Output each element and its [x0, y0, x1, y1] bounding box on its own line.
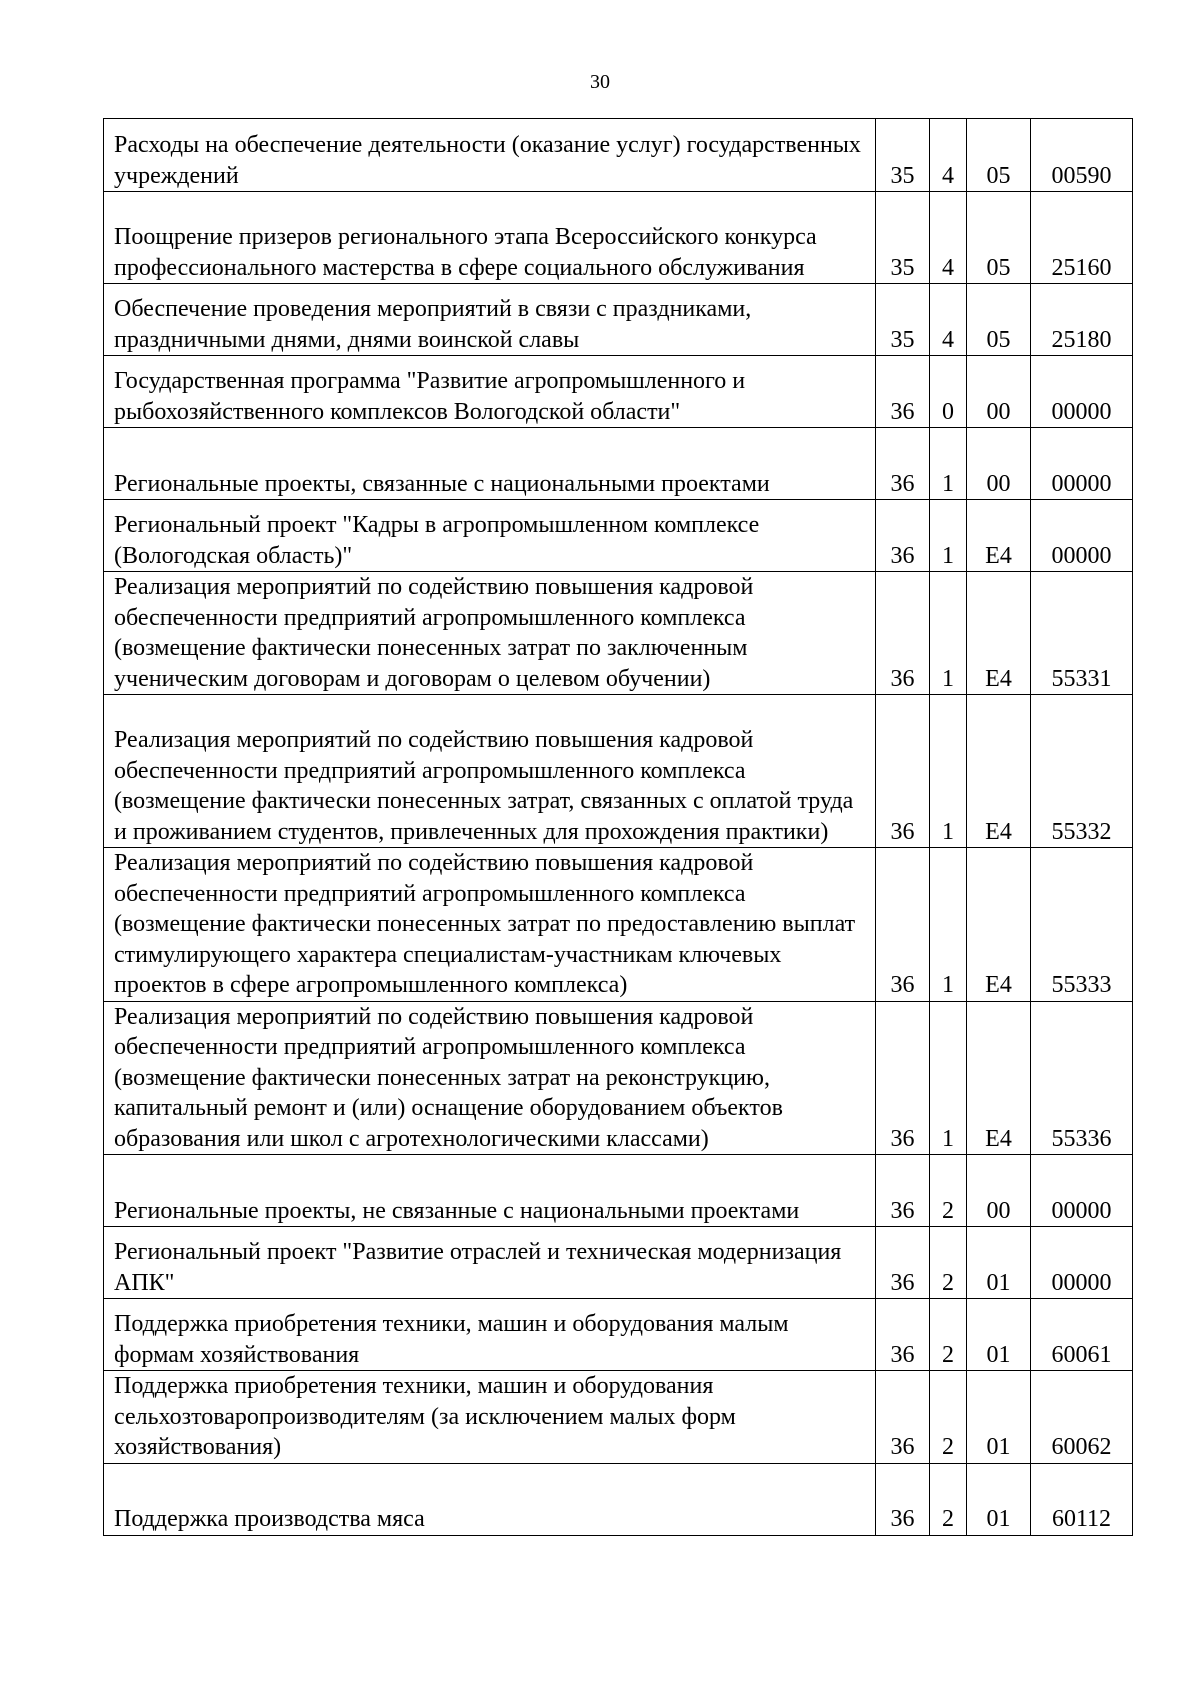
code-direction: 05 — [967, 119, 1031, 192]
table-row — [104, 1299, 1133, 1371]
row-description: Региональный проект "Кадры в агропромышленном комплексе (Вологодская область)" — [104, 500, 876, 572]
row-description: Обеспечение проведения мероприятий в связи с праздниками, праздничными днями, днями воинской славы — [104, 284, 876, 356]
code-subprogram: 4 — [930, 192, 967, 284]
row-description: Региональные проекты, не связанные с национальными проектами — [104, 1155, 876, 1227]
table-row — [104, 284, 1133, 356]
code-direction: E4 — [967, 848, 1031, 1002]
budget-classification-table — [103, 118, 1133, 1536]
code-subprogram: 2 — [930, 1463, 967, 1535]
code-subprogram: 1 — [930, 428, 967, 500]
row-description: Поощрение призеров регионального этапа Всероссийского конкурса профессионального мастерства в сфере социального обслуживания — [104, 192, 876, 284]
code-expense: 00590 — [1031, 119, 1133, 192]
table-row — [104, 119, 1133, 192]
code-direction: 05 — [967, 284, 1031, 356]
code-expense: 55331 — [1031, 572, 1133, 695]
code-direction: 05 — [967, 192, 1031, 284]
table-row — [104, 572, 1133, 695]
code-subprogram: 4 — [930, 284, 967, 356]
row-description: Поддержка приобретения техники, машин и оборудования сельхозтоваропроизводителям (за исключением малых форм хозяйствования) — [104, 1371, 876, 1464]
code-direction: E4 — [967, 1001, 1031, 1155]
row-description: Региональные проекты, связанные с национальными проектами — [104, 428, 876, 500]
code-direction: 01 — [967, 1463, 1031, 1535]
row-description: Реализация мероприятий по содействию повышения кадровой обеспеченности предприятий агропромышленного комплекса (возмещение фактически понесенных затрат по предоставлению выплат стимулирующего характера специалистам-участникам ключевых проектов в сфере агропромышленного комплекса) — [104, 848, 876, 1002]
code-expense: 00000 — [1031, 1227, 1133, 1299]
code-direction: 00 — [967, 1155, 1031, 1227]
code-expense: 00000 — [1031, 356, 1133, 428]
code-expense: 60112 — [1031, 1463, 1133, 1535]
code-program: 36 — [876, 1371, 930, 1464]
code-subprogram: 1 — [930, 1001, 967, 1155]
table-row — [104, 356, 1133, 428]
code-subprogram: 4 — [930, 119, 967, 192]
code-program: 35 — [876, 192, 930, 284]
code-program: 35 — [876, 284, 930, 356]
code-program: 36 — [876, 1299, 930, 1371]
row-description: Реализация мероприятий по содействию повышения кадровой обеспеченности предприятий агропромышленного комплекса (возмещение фактически понесенных затрат по заключенным ученическим договорам и договорам о целевом обучении) — [104, 572, 876, 695]
code-expense: 00000 — [1031, 500, 1133, 572]
code-direction: E4 — [967, 695, 1031, 848]
page-number: 30 — [590, 71, 610, 93]
table-row — [104, 428, 1133, 500]
row-description: Реализация мероприятий по содействию повышения кадровой обеспеченности предприятий агропромышленного комплекса (возмещение фактически понесенных затрат на реконструкцию, капитальный ремонт и (или) оснащение оборудованием объектов образования или школ с агротехнологическими классами) — [104, 1001, 876, 1155]
code-program: 36 — [876, 428, 930, 500]
table-row — [104, 1001, 1133, 1155]
code-program: 36 — [876, 1227, 930, 1299]
code-expense: 00000 — [1031, 1155, 1133, 1227]
table-row — [104, 192, 1133, 284]
code-subprogram: 2 — [930, 1227, 967, 1299]
code-program: 36 — [876, 500, 930, 572]
code-direction: E4 — [967, 572, 1031, 695]
code-direction: 01 — [967, 1299, 1031, 1371]
row-description: Реализация мероприятий по содействию повышения кадровой обеспеченности предприятий агропромышленного комплекса (возмещение фактически понесенных затрат, связанных с оплатой труда и проживанием студентов, привлеченных для прохождения практики) — [104, 695, 876, 848]
code-expense: 55336 — [1031, 1001, 1133, 1155]
code-program: 36 — [876, 848, 930, 1002]
code-program: 36 — [876, 695, 930, 848]
code-expense: 60062 — [1031, 1371, 1133, 1464]
code-program: 36 — [876, 1155, 930, 1227]
code-program: 36 — [876, 356, 930, 428]
table-row — [104, 848, 1133, 1002]
code-subprogram: 2 — [930, 1299, 967, 1371]
code-expense: 25180 — [1031, 284, 1133, 356]
code-direction: 01 — [967, 1371, 1031, 1464]
code-expense: 55333 — [1031, 848, 1133, 1002]
code-expense: 25160 — [1031, 192, 1133, 284]
table-row — [104, 695, 1133, 848]
code-direction: 01 — [967, 1227, 1031, 1299]
table-row — [104, 500, 1133, 572]
code-program: 35 — [876, 119, 930, 192]
code-program: 36 — [876, 572, 930, 695]
table-row — [104, 1463, 1133, 1535]
code-expense: 55332 — [1031, 695, 1133, 848]
code-direction: E4 — [967, 500, 1031, 572]
code-expense: 60061 — [1031, 1299, 1133, 1371]
code-subprogram: 1 — [930, 695, 967, 848]
table-row — [104, 1371, 1133, 1464]
code-subprogram: 0 — [930, 356, 967, 428]
code-subprogram: 2 — [930, 1371, 967, 1464]
row-description: Поддержка приобретения техники, машин и оборудования малым формам хозяйствования — [104, 1299, 876, 1371]
code-program: 36 — [876, 1001, 930, 1155]
code-expense: 00000 — [1031, 428, 1133, 500]
row-description: Поддержка производства мяса — [104, 1463, 876, 1535]
table-row — [104, 1155, 1133, 1227]
row-description: Государственная программа "Развитие агропромышленного и рыбохозяйственного комплексов Вологодской области" — [104, 356, 876, 428]
code-direction: 00 — [967, 356, 1031, 428]
row-description: Региональный проект "Развитие отраслей и техническая модернизация АПК" — [104, 1227, 876, 1299]
row-description: Расходы на обеспечение деятельности (оказание услуг) государственных учреждений — [104, 119, 876, 192]
code-subprogram: 1 — [930, 500, 967, 572]
code-subprogram: 2 — [930, 1155, 967, 1227]
code-direction: 00 — [967, 428, 1031, 500]
code-program: 36 — [876, 1463, 930, 1535]
code-subprogram: 1 — [930, 848, 967, 1002]
code-subprogram: 1 — [930, 572, 967, 695]
table-row — [104, 1227, 1133, 1299]
